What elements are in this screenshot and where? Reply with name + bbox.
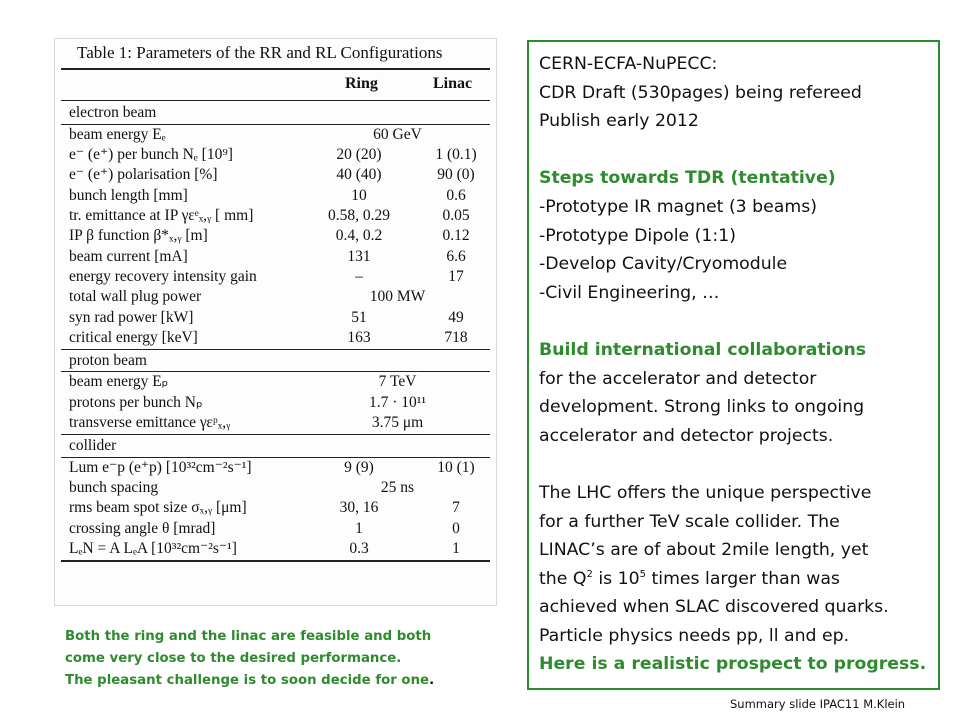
table-section-label xyxy=(55,103,496,123)
header-rule xyxy=(61,100,490,101)
table-row xyxy=(55,186,496,206)
ring-value-cell: 0.4, 0.2 xyxy=(335,227,383,245)
section-end-rule xyxy=(61,560,490,562)
param-cell: energy recovery intensity gain xyxy=(69,267,257,285)
table-row xyxy=(55,478,496,498)
shared-value-cell: 1.7 · 10¹¹ xyxy=(368,393,427,411)
ring-value-cell: – xyxy=(355,267,363,285)
ring-value-cell: 20 (20) xyxy=(336,146,382,164)
table-row xyxy=(55,206,496,226)
table-row xyxy=(55,308,496,328)
ring-value-cell: 10 xyxy=(351,186,367,204)
collab-line: for the accelerator and detector xyxy=(539,368,817,389)
param-cell: Lum e⁻p (e⁺p) [10³²cm⁻²s⁻¹] xyxy=(69,458,252,476)
linac-value-cell: 0.6 xyxy=(446,186,466,204)
ring-value-cell: 9 (9) xyxy=(344,458,374,476)
caption-text-part: The pleasant challenge is to soon decide for one xyxy=(65,673,430,688)
column-header-linac: Linac xyxy=(433,75,473,92)
table-row xyxy=(55,413,496,433)
table-row xyxy=(55,226,496,246)
shared-value-cell: 60 GeV xyxy=(373,125,422,143)
param-cell: bunch length [mm] xyxy=(69,186,188,204)
step-item: -Prototype Dipole (1:1) xyxy=(539,225,736,246)
section-label: collider xyxy=(69,436,117,454)
lhc-line: Particle physics needs pp, ll and ep. xyxy=(539,625,850,646)
ring-value-cell: 0.58, 0.29 xyxy=(328,207,390,224)
lhc-text: is 10 xyxy=(592,568,640,589)
column-header-ring: Ring xyxy=(345,75,378,92)
param-cell: crossing angle θ [mrad] xyxy=(69,519,216,537)
table-title: Table 1: Parameters of the RR and RL Configurations xyxy=(77,43,443,62)
ring-value-cell: 40 (40) xyxy=(336,166,382,184)
spacer xyxy=(539,307,938,336)
linac-value-cell: 17 xyxy=(448,267,464,285)
table-row xyxy=(55,458,496,478)
caption-line: come very close to the desired performance. xyxy=(65,651,402,666)
linac-value-cell: 0.05 xyxy=(442,207,470,224)
lhc-line xyxy=(539,565,938,594)
collab-line: accelerator and detector projects. xyxy=(539,425,834,446)
lhc-text: times larger than was xyxy=(646,568,840,589)
linac-value-cell: 10 (1) xyxy=(437,458,475,476)
param-cell: total wall plug power xyxy=(69,288,202,306)
param-cell: tr. emittance at IP γεᵉₓ,ᵧ [ mm] xyxy=(69,207,254,224)
param-cell: beam energy Eₑ xyxy=(69,125,166,143)
linac-value-cell: 1 xyxy=(452,539,460,557)
linac-value-cell: 1 (0.1) xyxy=(435,146,477,164)
param-cell: bunch spacing xyxy=(69,478,159,496)
lhc-line: achieved when SLAC discovered quarks. xyxy=(539,597,889,618)
table-row xyxy=(55,267,496,287)
linac-value-cell: 0.12 xyxy=(442,227,470,245)
summary-line: Publish early 2012 xyxy=(539,111,699,132)
caption-line xyxy=(65,670,434,692)
table-top-rule xyxy=(61,68,490,70)
param-cell: e⁻ (e⁺) polarisation [%] xyxy=(69,166,218,184)
linac-value-cell: 0 xyxy=(452,519,460,537)
linac-value-cell: 90 (0) xyxy=(437,166,475,184)
shared-value-cell: 25 ns xyxy=(380,478,415,496)
table-row xyxy=(55,328,496,348)
ring-value-cell: 163 xyxy=(347,328,371,346)
shared-value-cell: 100 MW xyxy=(369,288,426,306)
step-item: -Prototype IR magnet (3 beams) xyxy=(539,196,817,217)
table-row xyxy=(55,539,496,559)
lhc-line: LINAC’s are of about 2mile length, yet xyxy=(539,540,869,561)
ring-value-cell: 30, 16 xyxy=(339,499,379,517)
section-label: proton beam xyxy=(69,351,147,369)
footer-note: Summary slide IPAC11 M.Klein xyxy=(730,697,906,711)
table-row xyxy=(55,519,496,539)
caption-line: Both the ring and the linac are feasible and both xyxy=(65,629,432,644)
param-cell: beam energy Eₚ xyxy=(69,373,169,391)
param-cell: IP β function β*ₓ,ᵧ [m] xyxy=(69,227,208,245)
table-row xyxy=(55,372,496,392)
table-row xyxy=(55,125,496,145)
param-cell: beam current [mA] xyxy=(69,247,188,265)
param-cell: syn rad power [kW] xyxy=(69,308,194,326)
ring-value-cell: 1 xyxy=(355,519,363,537)
superscript: 5 xyxy=(639,568,646,580)
table-section-label xyxy=(55,436,496,456)
table-row xyxy=(55,145,496,165)
step-item: -Civil Engineering, … xyxy=(539,282,720,303)
ring-value-cell: 131 xyxy=(347,247,371,265)
collab-heading: Build international collaborations xyxy=(539,339,867,360)
shared-value-cell: 7 TeV xyxy=(378,373,417,391)
param-cell: LₑN = A LₑA [10³²cm⁻²s⁻¹] xyxy=(69,539,237,557)
table-row xyxy=(55,165,496,185)
param-cell: rms beam spot size σₓ,ᵧ [μm] xyxy=(69,499,247,517)
summary-line: CERN-ECFA-NuPECC: xyxy=(539,54,718,74)
ring-value-cell: 0.3 xyxy=(349,539,369,557)
summary-line: CDR Draft (530pages) being refereed xyxy=(539,82,862,103)
section-label: electron beam xyxy=(69,104,157,121)
table-section-label xyxy=(55,351,496,371)
summary-text-box xyxy=(527,40,940,690)
spacer xyxy=(539,450,938,479)
linac-value-cell: 7 xyxy=(452,499,460,517)
param-cell: critical energy [keV] xyxy=(69,328,198,346)
table-row xyxy=(55,393,496,413)
param-cell: transverse emittance γεᵖₓ,ᵧ xyxy=(69,414,231,431)
shared-value-cell: 3.75 μm xyxy=(371,414,424,431)
superscript: 2 xyxy=(586,568,593,580)
linac-value-cell: 49 xyxy=(448,308,464,326)
steps-heading: Steps towards TDR (tentative) xyxy=(539,168,836,189)
table-row xyxy=(55,247,496,267)
ring-value-cell: 51 xyxy=(351,308,367,326)
step-item: -Develop Cavity/Cryomodule xyxy=(539,254,788,275)
param-cell: e⁻ (e⁺) per bunch Nₑ [10⁹] xyxy=(69,146,233,164)
caption-text xyxy=(65,626,434,692)
collab-line: development. Strong links to ongoing xyxy=(539,397,865,418)
table-row xyxy=(55,498,496,518)
param-cell: protons per bunch Nₚ xyxy=(69,393,203,411)
lhc-text: the Q xyxy=(539,568,587,589)
parameter-table-image xyxy=(54,38,497,606)
spacer xyxy=(539,136,938,165)
caption-period: . xyxy=(429,673,435,688)
linac-value-cell: 718 xyxy=(444,328,468,346)
linac-value-cell: 6.6 xyxy=(446,247,466,265)
lhc-line: The LHC offers the unique perspective xyxy=(539,482,872,503)
lhc-line: for a further TeV scale collider. The xyxy=(539,511,840,532)
table-row xyxy=(55,287,496,307)
closing-line: Here is a realistic prospect to progress. xyxy=(539,654,927,675)
